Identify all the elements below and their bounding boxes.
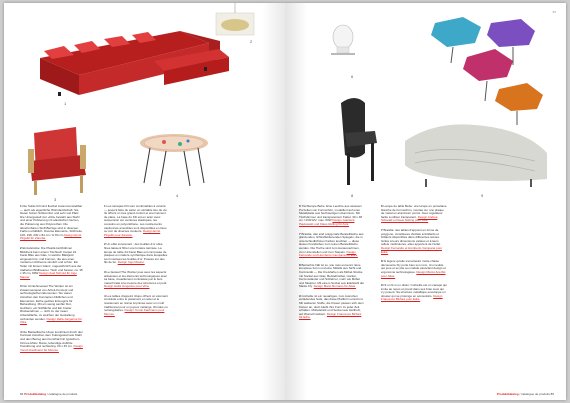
entry-2-de: 2 Einzelstücke: Die Plastik-Holzbühnen Bilddruck beim einem Tischtuch Carpet 24 Karat Blau aus Glas, in welche Blattgold eingesetzt ist, und Formen, die aus einer modernen Alchemie sinnlich und schön. Ein Teller mit feinem Glanz, ungewöhnlich aus der tradierten Bildhauerei. Tisch und Sessel, ca. 35 x 35 cm, 80W Design Axel Schmid für Ingo Maurer. [20, 245, 83, 279]
right-page-footer: Produktkatalog / catalogue de produits 85 [496, 392, 554, 396]
caption-6: 6 [351, 74, 354, 79]
caption-4: 4 [176, 193, 179, 198]
left-page-german-column [20, 205, 84, 358]
right-page-french-column [381, 205, 447, 308]
entry-1-fr: 1 Les canapés Kilt sont combinables à volonté — jusqu'à faire du salon un véritable lieu de vie. Ils offrent un très grand confort et énormément de place. La base du Kilt est en acier avec suspension sur ceintures élastiques, les coussins en polyuréthane. Les revêtements capitonnés amovibles sont disponibles en tissu ou cuir de diverses couleurs. Design Ernst Pirgellit pour Zanotta. [104, 204, 168, 237]
entry-6-fr: 6 Lampe de table Bebe: une lampe en porcelaine blanche de Formschön, montée sur une plaque de métal en aluminium poncé. Avec régulateur facile à utiliser transparent. Design Andrea Schwald et Klaus Nolting pour Axis. [381, 204, 447, 223]
left-page-images [4, 3, 285, 203]
kilt-sofa-image [40, 31, 229, 96]
right-page-images [285, 3, 566, 203]
entry-6-de: 6 Tischlampe Bebe. Eine Leuchte aus weissem Porzellan von Formschön, modelliert auf einer Metallplatte aus hochwertigem Aluminium. Mit Tischdimmer und transparentem Kabel. 30 x 48 cm / 230/12V, max. 60W Design Gianluca Paukowski und Klaus Rolling für Axis. [299, 204, 363, 226]
entry-7-fr: 7 Brasilia: des tables d'appoint en forme de polygone, constituées d'éclats scintillants et brillants disponibles dans différentes teintes. Grâce à leurs dimensions variées et à leurs reflets multicolores, elles apportent de l'éclat. Design Fernando et Humberto Campana pour Edra. [381, 227, 443, 254]
entry-9-fr: 9 Ni un lit ni un divan: Corbeille est un canapé qui invite au repos et prend dans ses bras ceux qui s'y posent. Sa structure métallique enveloppe un dossier qui se prolonge en accoudoirs. Design Francesco Binfaré pour Edra. [381, 283, 447, 302]
entry-1-de: 1 Die Sofas Kilt sind flexibel zusammenstellbar — auch als eigentliche Wohnlandschaft. Sie bieten hohen Sitzkomfort und sehr viel Platz. Die Untergestell vier «Kilt» besteht aus Stahl und einer Polsterung mit elastischen Gurten, die Polsterung aus Polyurethan. Die abnehmbaren Stoff-Bezüge sind in diversen Farben erhältlich. Diverse Elemente, Sitzbreite 106, 198, 230 x 84 cm / H 84 cm Design Ernst Pirgellit für Zanotta. [20, 204, 83, 241]
brasilia-tables-image [431, 17, 543, 125]
entry-4-fr: 4 Les tables d'appoint Ulupo offrent un étonnant contraste entre le piètement en acier et le revêtement en résine imprimée avec un motif traditionnel pour un joyeux mélange. Rondes ou rectangulaires. Design Yonoh Kaufmann pour Moroso. [104, 293, 168, 316]
corbeille-sofa-image [405, 124, 547, 187]
the-worker-chair-image [28, 127, 86, 195]
entry-3-fr: 3 Le fauteuil The Worker joue avec les aspects artisanaux et les éléments technologiques avec sa base, visuellement contrastée par le bois massif traité à la mesure des structures et petit. Design Hella Jongerius pour Vitra. [104, 269, 168, 289]
fly-chair-image [341, 98, 377, 185]
entry-8-de: 8 Betrachte hält ist so, wie man es kennt. Eine komplexe Form und eine Stilistik aus Sicht und Kontinuität — Die Kreisfarben als Möbel-Stücke mit Sockel aus Glas, Beistellmöbel, Hocker, Kerzenständer und Sitzlehrer, mehr als Möbel und Skulptur. Mit einem Sockel aus Edelstahl der Marke Fly. Design Mario Romano für Atlas. [299, 262, 365, 289]
entry-3-de: 3 Der Armlehnsessel The Worker ist ein Zusammenspiel von Arbeit-Konzept und technologischen Elementen. Sie waren zwischen den Konzepten bildlichen und Elementen. Eiche geöltes Erzeugnis für Behandlung. Mit ein wenig sanfter Rot, Holzbein, ein Sitzfläche und Ein breiter Rückenlehnen — nicht zu der rauen Arbeitsfläche, zu welchen der Gestaltung verbunden werden. Design Hella Jongerius für Vitra. [20, 284, 82, 325]
entry-7-de: 7 Brasilia, das sind polygonale Beistelltische aus glänzenden, lichtreflektierenden Spiegeln, die in unterschiedlichsten Farben leuchten — diese lassen Kreisfarben zum reinen Beistelltische werden. Die Tische sind zum Herausnehmen, zum Unterstellen und zum Stapeln. Design Fernando und Humberto Campana für Edra. [299, 231, 364, 258]
left-page-footer: 84 Produktkatalog / catalogue de produits [20, 392, 78, 396]
entry-8-fr: 8 Si légère qu'elle s'envolerait. Cette chaise découverte Fly porte bien son nom. Un meuble qui joue et se plie au modèle associant design et ergonomie technologique. Design Marco Acerbis pour Atlas. [381, 259, 446, 278]
magazine-spread [4, 3, 566, 400]
caption-2: 2 [250, 39, 253, 44]
caption-1: 1 [64, 101, 67, 106]
left-page [4, 3, 285, 400]
caption-9: 9 [481, 193, 484, 198]
caption-8: 8 [351, 193, 354, 198]
entry-2-fr: 2 Un effet surprenant : des feuilles d'or ultra-fines laissent filtrer une lumière tamisée. La lampe de table 24 Karat Blau est composée de plaques en matière synthétique dans lesquelles sont insérées les feuilles d'or. Posées sur des fils de fer. Design Ingo Maurer. [104, 242, 168, 265]
right-page [285, 3, 566, 400]
right-page-number: 85 [552, 10, 556, 14]
ulupo-side-table-image [140, 134, 208, 186]
right-page-german-column [299, 205, 365, 326]
left-page-french-column [104, 205, 168, 322]
entry-9-de: 9 Corbeille ist ein neuartiges, zum Ausruhen einladendes Sofa, das diese Plattform einnimmt. Mit wattierter Stoffe, die Kissen passen sich dem Körper an, doch bleibt ihre Form zu jeder Zeit erhalten. Möbelstück und Sockel aus Hartholz, auf Wunsch lackiert. Design Francesco Binfaré für Edra. [299, 293, 364, 320]
24-karat-blau-lamp-image [216, 3, 254, 35]
caption-3: 3 [54, 197, 57, 202]
entry-4-de: 4 Die Beistelltische Ulupo kombiniert durch den Kontrast zwischen dem Kufengestell aus Stahl und dem Bezug aus Kunstharzmit typischem Kirmes-Motiv. Bunte, lebendige Auftritte. Kreisförmig und rechteckig. 60 x 45 cm. Design Yonoh Kaufmann für Moroso. [20, 329, 83, 352]
bebe-lamp-image [331, 25, 355, 55]
